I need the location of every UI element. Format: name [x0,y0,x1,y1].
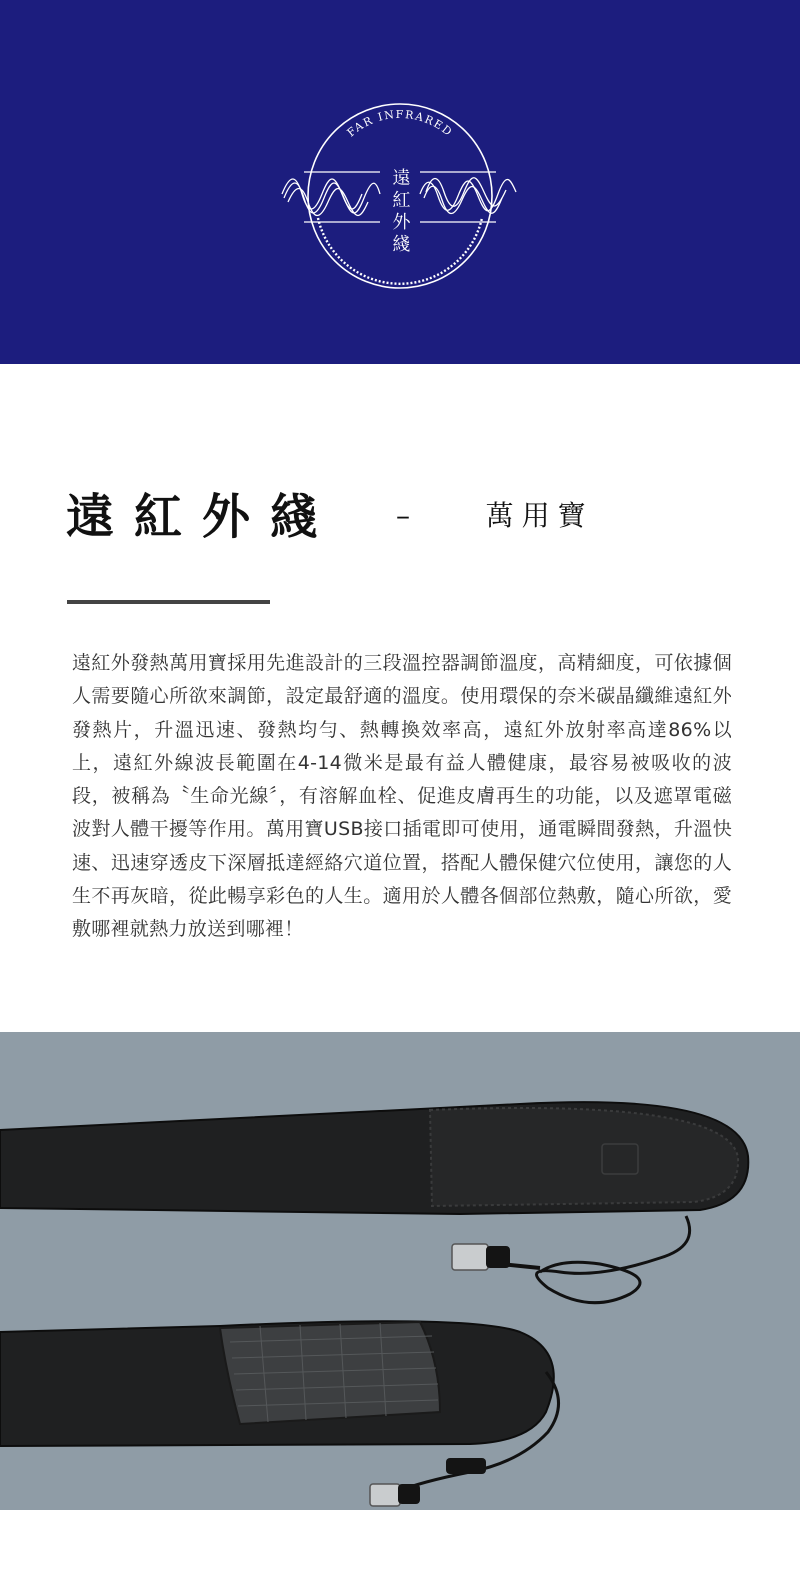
hero-banner [0,0,800,364]
title-underline [67,600,270,604]
page-title: 遠紅外綫 [66,489,339,545]
section-title [66,478,746,548]
product-description: 遠紅外發熱萬用寶採用先進設計的三段溫控器調節溫度，高精細度，可依據個人需要隨心所欲來調節，設定最舒適的溫度。使用環保的奈米碳晶纖維遠紅外發熱片，升溫迅速、發熱均勻、熱轉換效率高，遠紅外放射率高達86%以上，遠紅外線波長範圍在4-14微米是最有益人體健康，最容易被吸收的波段，被稱為〝生命光線〞，有溶解血栓、促進皮膚再生的功能，以及遮罩電磁波對人體干擾等作用。萬用寶USB接口插電即可使用，通電瞬間發熱，升溫快速、迅速穿透皮下深層抵達經絡穴道位置，搭配人體保健穴位使用，讓您的人生不再灰暗，從此暢享彩色的人生。適用於人體各個部位熱敷，隨心所欲，愛敷哪裡就熱力放送到哪裡！ [72,652,732,941]
subtitle-text: 萬用寶 [485,499,594,532]
far-infrared-emblem-icon [280,98,520,294]
usb-plug-icon [452,1244,488,1270]
heating-belt-illustration [0,1032,800,1510]
emblem-arc-text: FAR INFRARED [344,107,456,140]
title-dash: – [396,499,418,532]
page-subtitle [396,494,594,534]
usb-plug-lower-icon [370,1484,400,1506]
product-photo [0,1032,800,1510]
emblem-vertical-text: 遠紅外綫 [389,168,411,256]
